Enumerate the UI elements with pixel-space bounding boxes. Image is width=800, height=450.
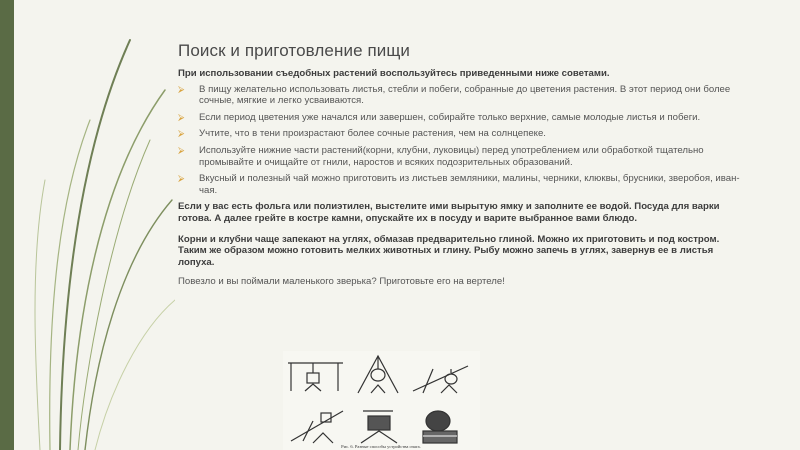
intro-text: При использовании съедобных растений воспользуйтесь приведенными ниже советами. [178,68,610,79]
foil-paragraph: Если у вас есть фольга или полиэтилен, выстелите ими вырытую ямку и заполните ее водой. Посуда для варки готова. А далее грейте в костре камни, опускайте их в посуду и варите выбранное вами блюдо. [178,201,720,224]
bullet-arrow-icon: ⮚ [178,83,185,94]
tip-item: ⮚ Если период цветения уже начался или завершен, собирайте только верхние, самые молодые листья и побеги. [178,111,701,123]
campfire-sketch [283,351,480,450]
tip-item: ⮚ В пищу желательно использовать листья, стебли и побеги, собранные до цветения растения. В этот период они более сочные, мягкие и легко усваиваются. [178,83,731,107]
roots-paragraph: Корни и клубни чаще запекают на углях, обмазав предварительно глиной. Можно их приготовить и под костром. Таким же образом можно готовить мелких животных и глину. Рыбу можно запечь в углях, завернув ее в листья лопуха. [178,233,720,268]
campfire-illustration [283,351,480,450]
bullet-arrow-icon: ⮚ [178,173,185,184]
closing-text: Повезло и вы поймали маленького зверька? Приготовьте его на вертеле! [178,276,505,288]
grass-decoration [0,0,175,450]
figure-caption: Рис. 6. Разные способы устройства очага. [341,444,421,449]
tip-item: ⮚ Используйте нижние части растений(корни, клубни, луковицы) перед употреблением или обработкой тщательно промывайте и очищайте от гнили, наростов и всяких подозрительных образований. [178,144,704,168]
tips-list [178,84,743,197]
tip-item: ⮚ Учтите, что в тени произрастают более сочные растения, чем на солнцепеке. [178,128,546,140]
bullet-arrow-icon: ⮚ [178,144,185,155]
content-block [178,68,743,288]
tip-item: ⮚ Вкусный и полезный чай можно приготовить из листьев земляники, малины, черники, клюквы, брусники, зверобоя, иван-чая. [178,173,740,196]
slide-title: Поиск и приготовление пищи [178,41,411,60]
bullet-arrow-icon: ⮚ [178,128,185,139]
bullet-arrow-icon: ⮚ [178,111,185,122]
